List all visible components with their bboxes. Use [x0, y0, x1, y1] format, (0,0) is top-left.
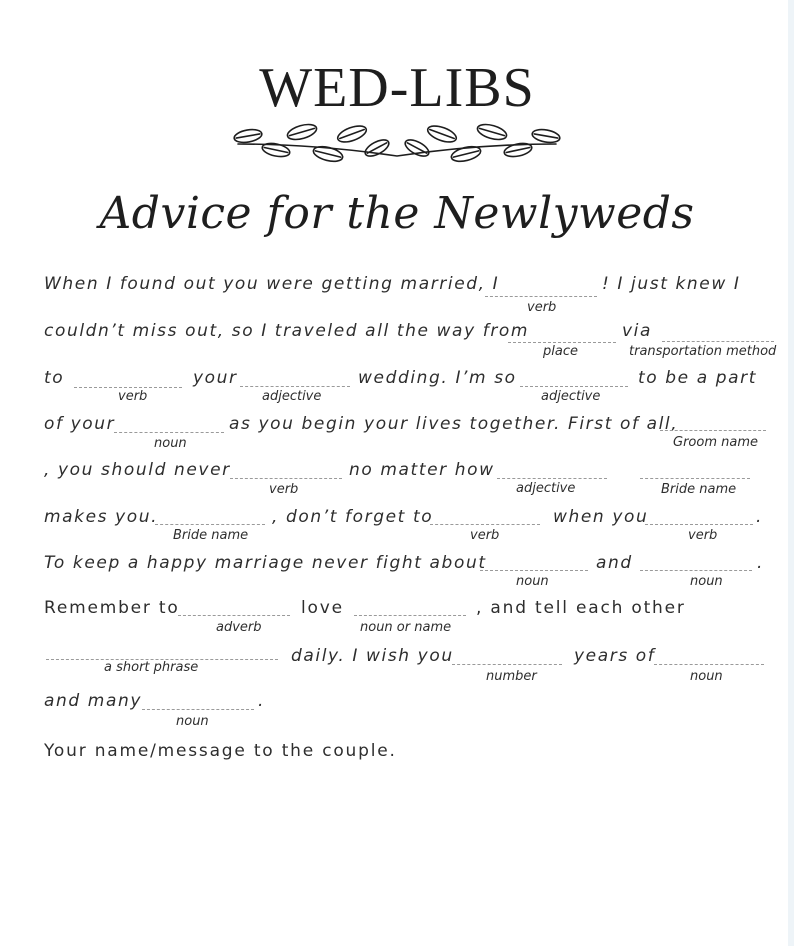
blank-1	[485, 296, 597, 297]
blank-8-label: Groom name	[673, 435, 758, 450]
line-3-text-d: to be a part	[638, 368, 758, 388]
line-5-text-b: no matter how	[349, 460, 495, 480]
blank-8	[660, 430, 766, 431]
line-7-text-c: .	[757, 553, 765, 573]
blank-21	[654, 664, 764, 665]
blank-12	[155, 524, 265, 525]
blank-18-label: noun or name	[360, 620, 452, 635]
line-5-text-a: , you should never	[44, 460, 231, 480]
blank-3-label: transportation method	[629, 344, 777, 359]
blank-19-label: a short phrase	[104, 660, 199, 675]
blank-2-label: place	[543, 344, 578, 359]
blank-7-label: noun	[154, 436, 187, 451]
blank-20-label: number	[486, 669, 537, 684]
blank-21-label: noun	[690, 669, 723, 684]
line-3-text-b: your	[193, 368, 238, 388]
line-6-text-a: makes you.	[44, 507, 159, 527]
blank-5-label: adjective	[262, 389, 322, 404]
blank-17	[178, 615, 290, 616]
blank-11	[640, 478, 750, 479]
line-6-text-d: .	[756, 507, 764, 527]
blank-14	[645, 524, 753, 525]
blank-16-label: noun	[690, 574, 723, 589]
line-8-text-b: love	[301, 598, 344, 618]
line-7-text-b: and	[596, 553, 633, 573]
blank-10	[497, 478, 607, 479]
blank-13	[430, 524, 540, 525]
blank-16	[640, 570, 752, 571]
line-4-text-b: as you begin your lives together. First of all,	[229, 414, 679, 434]
blank-9	[230, 478, 342, 479]
line-8-text-a: Remember to	[44, 598, 180, 618]
blank-13-label: verb	[470, 528, 500, 543]
blank-12-label: Bride name	[173, 528, 249, 543]
line-10-text-b: .	[258, 691, 266, 711]
blank-9-label: verb	[269, 482, 299, 497]
line-3-text-c: wedding. I’m so	[358, 368, 517, 388]
blank-7	[114, 432, 224, 433]
line-8-text-c: , and tell each other	[476, 598, 686, 618]
blank-17-label: adverb	[216, 620, 262, 635]
closing-prompt: Your name/message to the couple.	[44, 741, 397, 761]
line-9-text-b: years of	[574, 646, 656, 666]
line-4-text-a: of your	[44, 414, 116, 434]
leaf-laurel-ornament-icon	[232, 118, 562, 166]
page-title: WED-LIBS	[259, 57, 535, 119]
line-3-text-a: to	[44, 368, 65, 388]
blank-11-label: Bride name	[661, 482, 737, 497]
blank-10-label: adjective	[516, 481, 576, 496]
blank-22-label: noun	[176, 714, 209, 729]
page-subtitle: Advice for the Newlyweds	[99, 188, 695, 239]
line-2-text-a: couldn’t miss out, so I traveled all the way from	[44, 321, 530, 341]
line-1-text-a: When I found out you were getting married, I	[44, 274, 500, 294]
blank-2	[508, 342, 616, 343]
blank-6-label: adjective	[541, 389, 601, 404]
blank-20	[452, 664, 562, 665]
blank-14-label: verb	[688, 528, 718, 543]
blank-3	[662, 341, 774, 342]
line-2-text-b: via	[622, 321, 653, 341]
line-10-text-a: and many	[44, 691, 142, 711]
blank-22	[142, 709, 254, 710]
line-9-text-a: daily. I wish you	[291, 646, 454, 666]
line-6-text-b: , don’t forget to	[272, 507, 434, 527]
line-6-text-c: when you	[553, 507, 649, 527]
blank-5	[240, 386, 350, 387]
line-7-text-a: To keep a happy marriage never fight about	[44, 553, 487, 573]
blank-18	[354, 615, 466, 616]
blank-4-label: verb	[118, 389, 148, 404]
blank-6	[520, 386, 628, 387]
blank-15-label: noun	[516, 574, 549, 589]
page-edge	[788, 0, 794, 946]
blank-15	[480, 570, 588, 571]
blank-1-label: verb	[527, 300, 557, 315]
line-1-text-b: ! I just knew I	[602, 274, 741, 294]
blank-4	[74, 387, 182, 388]
